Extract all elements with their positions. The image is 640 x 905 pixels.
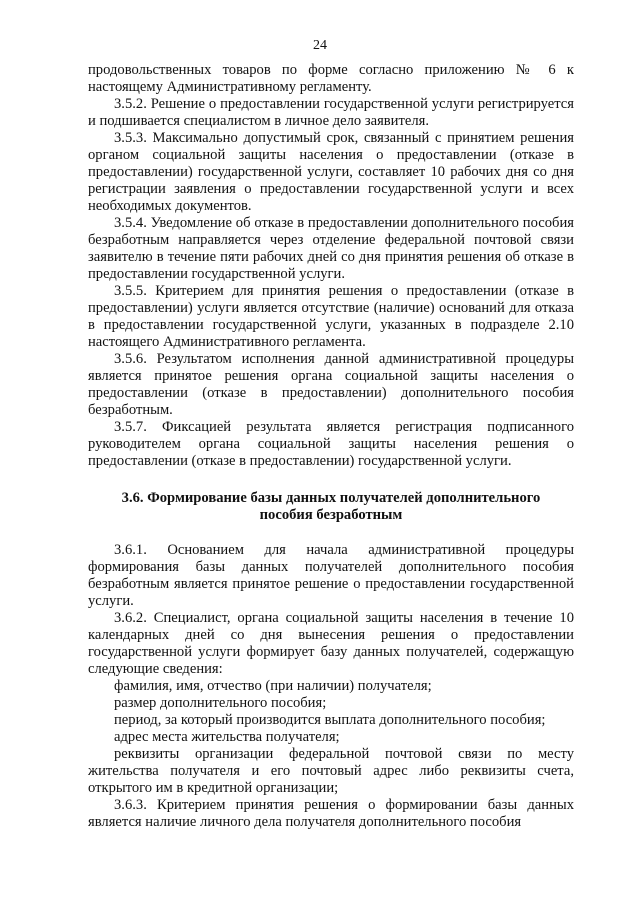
paragraph-3-5-6: 3.5.6. Результатом исполнения данной административной процедуры является принятое решения органа социальной защиты населения о предоставлении (отказе в предоставлении) дополнительного пособия безработным.: [88, 351, 574, 418]
section-heading-3-6: [88, 470, 574, 542]
list-item-benefit-amount: размер дополнительного пособия;: [114, 695, 327, 711]
document-body: [88, 62, 574, 831]
list-item-full-name: фамилия, имя, отчество (при наличии) получателя;: [114, 678, 432, 694]
paragraph-3-5-5: 3.5.5. Критерием для принятия решения о предоставлении (отказе в предоставлении) услуги является отсутствие (наличие) оснований для отказа в предоставлении государственной услуги, указанных в подразделе 2.10 настоящего Административного регламента.: [88, 283, 574, 350]
paragraph-continuation: продовольственных товаров по форме согласно приложению № 6 к настоящему Административному регламенту.: [88, 62, 574, 95]
list-item-residence-address: адрес места жительства получателя;: [114, 729, 340, 745]
paragraph-3-5-2: 3.5.2. Решение о предоставлении государственной услуги регистрируется и подшивается специалистом в личное дело заявителя.: [88, 96, 574, 129]
section-heading-line-2: пособия безработным: [259, 507, 403, 523]
paragraph-3-6-1: 3.6.1. Основанием для начала административной процедуры формирования базы данных получателей дополнительного пособия безработным является принятое решение о предоставлении государственной услуги.: [88, 542, 574, 609]
section-heading-line-1: 3.6. Формирование базы данных получателей дополнительного: [121, 490, 541, 506]
list-item-payment-period: период, за который производится выплата дополнительного пособия;: [114, 712, 546, 728]
list-item-postal-details: реквизиты организации федеральной почтовой связи по месту жительства получателя и его почтовый адрес либо реквизиты счета, открытого им в кредитной организации;: [88, 746, 574, 796]
paragraph-3-6-3: 3.6.3. Критерием принятия решения о формировании базы данных является наличие личного дела получателя дополнительного пособия: [88, 797, 574, 830]
page-number: 24: [313, 38, 327, 53]
paragraph-3-5-3: 3.5.3. Максимально допустимый срок, связанный с принятием решения органом социальной защиты населения о предоставлении (отказе в предоставлении) государственной услуги, составляет 10 рабочих дня со дня регистрации заявления о предоставлении государственной услуги и всех необходимых документов.: [88, 130, 574, 214]
paragraph-3-6-2: 3.6.2. Специалист, органа социальной защиты населения в течение 10 календарных дней со дня вынесения решения о предоставлении государственной услуги формирует базу данных получателей, содержащую следующие сведения:: [88, 610, 574, 677]
paragraph-3-5-4: 3.5.4. Уведомление об отказе в предоставлении дополнительного пособия безработным направляется через отделение федеральной почтовой связи заявителю в течение пяти рабочих дней со дня принятия решения об отказе в предоставлении государственной услуги.: [88, 215, 574, 282]
paragraph-3-5-7: 3.5.7. Фиксацией результата является регистрация подписанного руководителем органа социальной защиты населения решения о предоставлении (отказе в предоставлении) государственной услуги.: [88, 419, 574, 469]
